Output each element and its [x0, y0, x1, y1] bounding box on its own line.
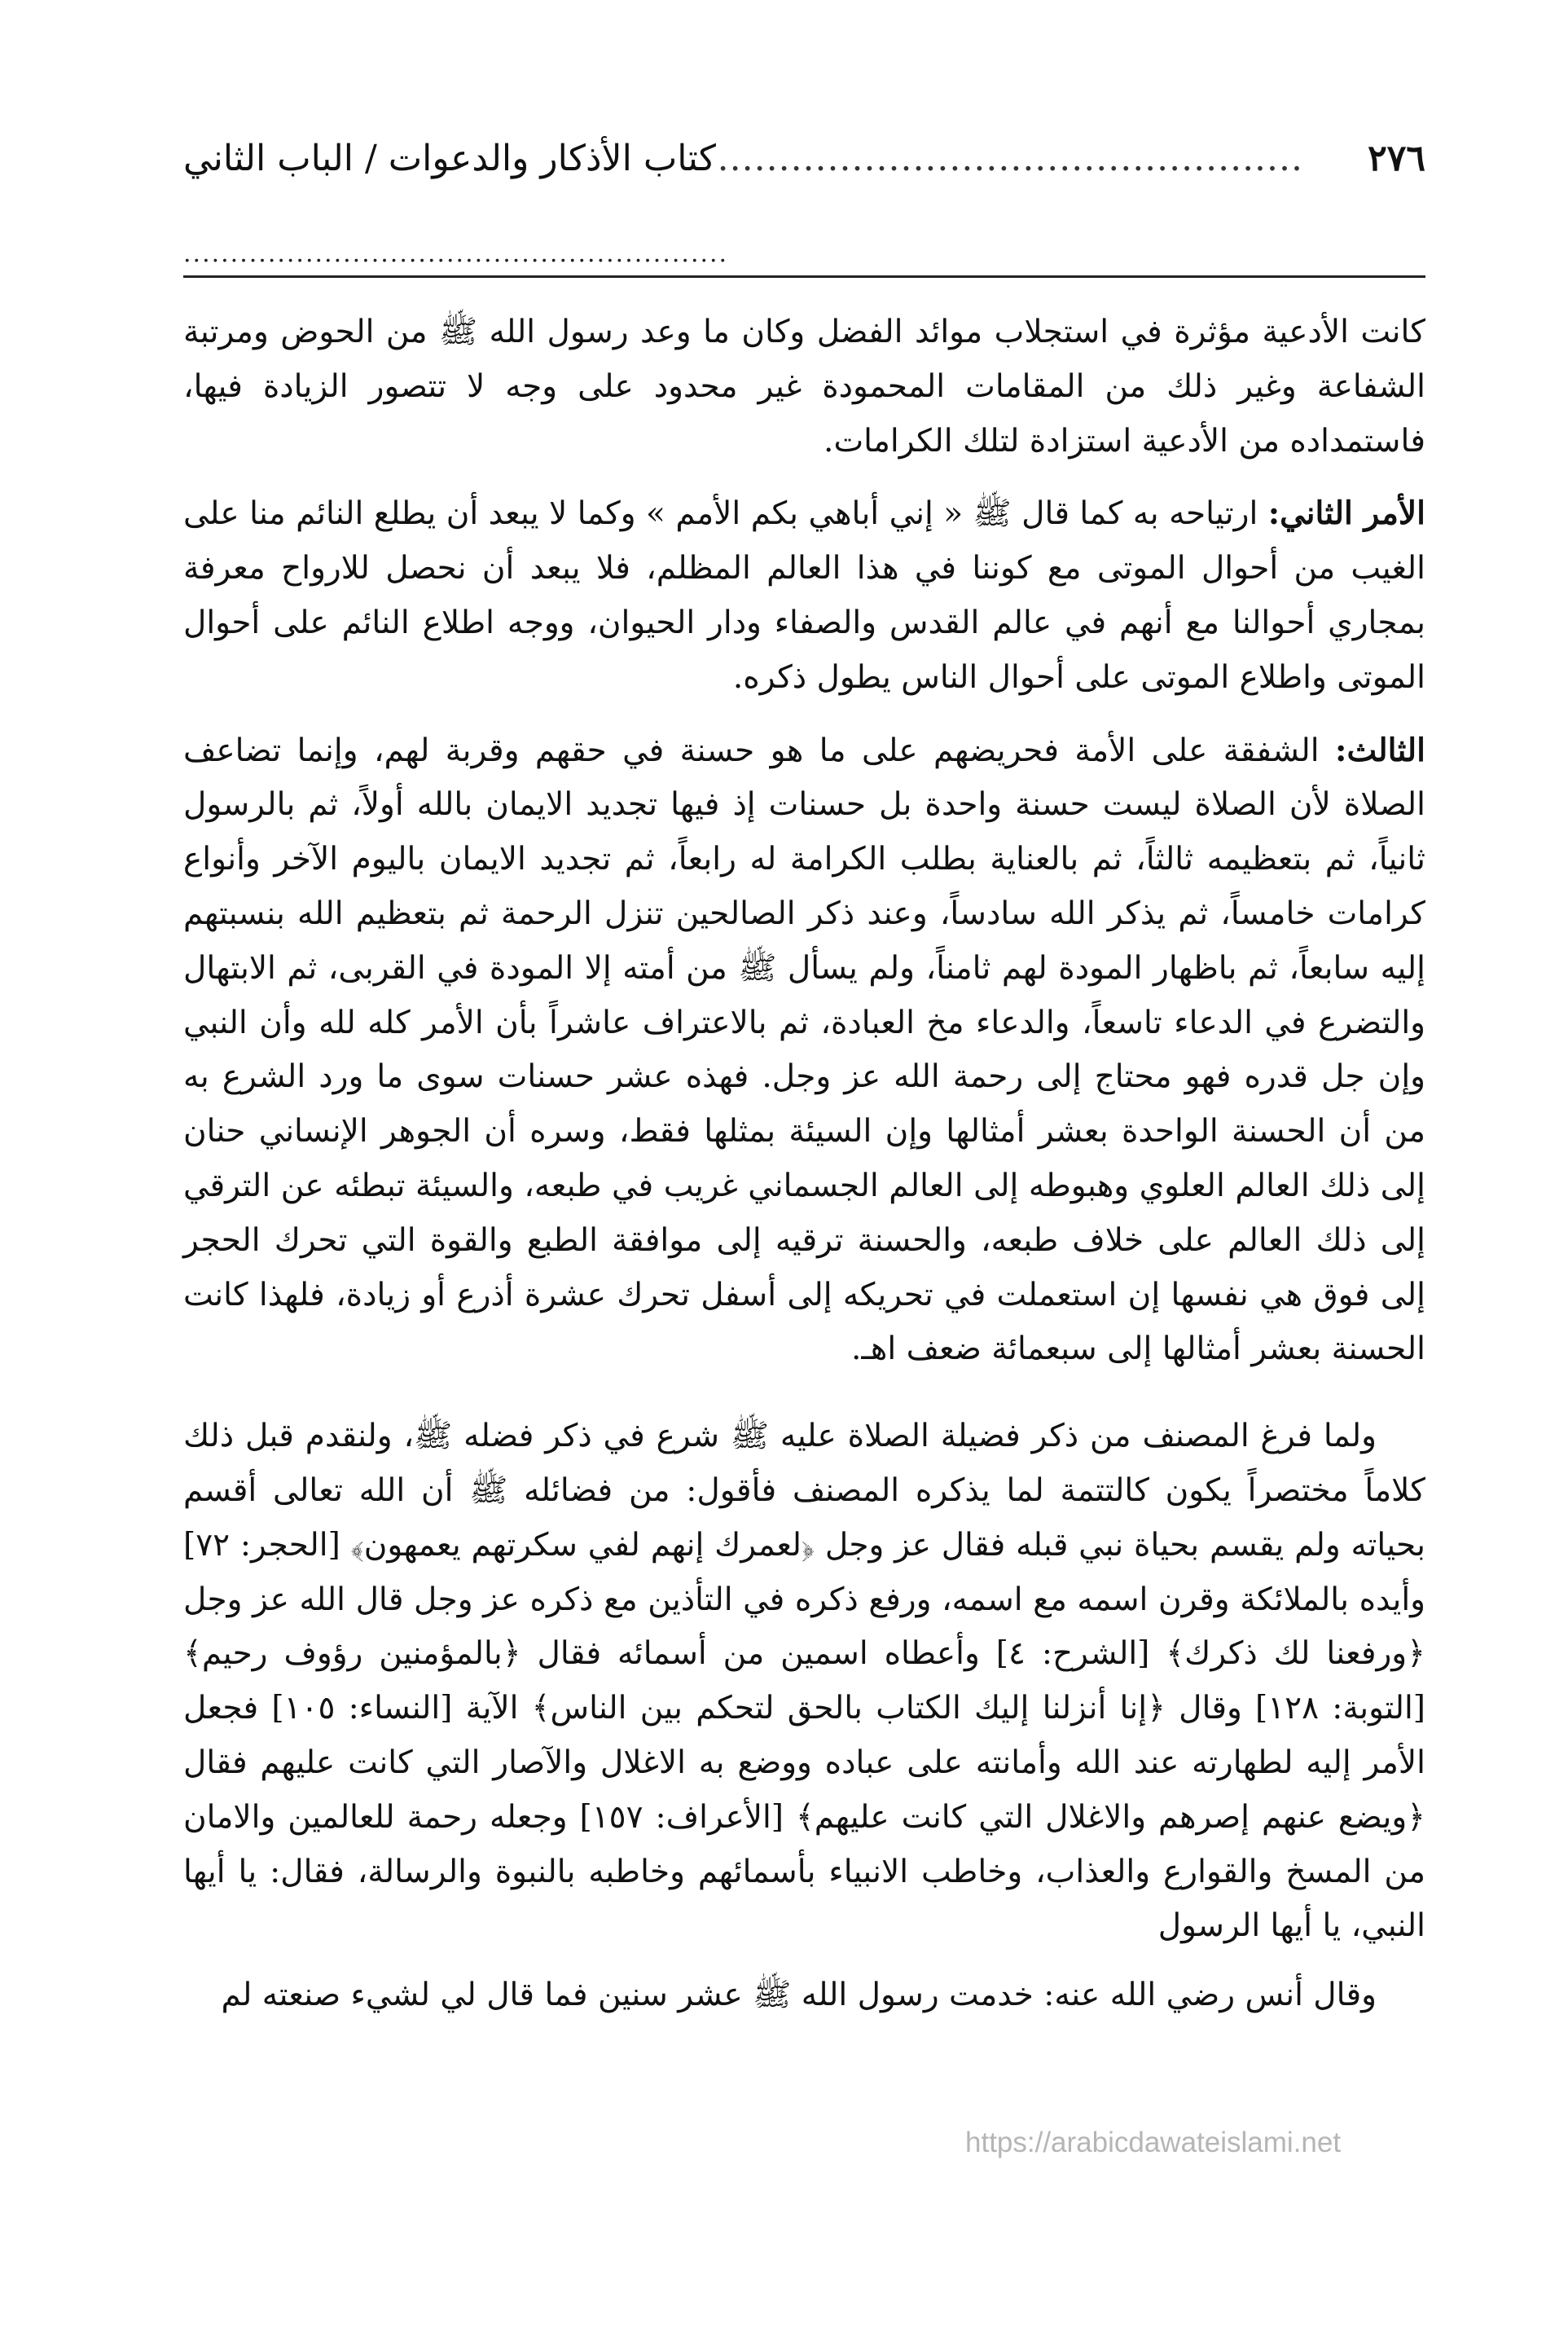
watermark-url: https://arabicdawateislami.net	[965, 2127, 1342, 2158]
paragraph-2-heading: الأمر الثاني:	[1267, 495, 1425, 533]
separator-dots: ..........................................................	[183, 240, 729, 268]
header-leader-dots: ................................................	[717, 138, 1303, 179]
paragraph-2-text: ارتياحه به كما قال ﷺ « إني أباهي بكم الأمم » وكما لا يبعد أن يطلع النائم منا على الغيب من أحوال الموتى مع كوننا في هذا العالم المظلم، فلا يبعد أن نحصل للارواح معرفة بمجاري أحوالنا مع أنهم في عالم القدس والصفاء ودار الحيوان، ووجه اطلاع النائم على أحوال الموتى واطلاع الموتى على أحوال الناس يطول ذكره.	[183, 495, 1425, 696]
main-text	[183, 306, 1425, 2023]
page-number: ٢٧٦	[1368, 138, 1425, 179]
header-rule	[183, 275, 1425, 278]
paragraph-3-heading: الثالث:	[1335, 731, 1425, 769]
paragraph-4: ولما فرغ المصنف من ذكر فضيلة الصلاة عليه ﷺ شرع في ذكر فضله ﷺ، ولنقدم قبل ذلك كلاماً مختصراً يكون كالتتمة لما يذكره المصنف فأقول: من فضائله ﷺ أن الله تعالى أقسم بحياته ولم يقسم بحياة نبي قبله فقال عز وجل ﴿لعمرك إنهم لفي سكرتهم يعمهون﴾ [الحجر: ٧٢] وأيده بالملائكة وقرن اسمه مع اسمه، ورفع ذكره في التأذين مع ذكره عز وجل قال الله عز وجل ﴿ورفعنا لك ذكرك﴾ [الشرح: ٤] وأعطاه اسمين من أسمائه فقال ﴿بالمؤمنين رؤوف رحيم﴾ [التوبة: ١٢٨] وقال ﴿إنا أنزلنا إليك الكتاب بالحق لتحكم بين الناس﴾ الآية [النساء: ١٠٥] فجعل الأمر إليه لطهارته عند الله وأمانته على عباده ووضع به الاغلال والآصار التي كانت عليهم فقال ﴿ويضع عنهم إصرهم والاغلال التي كانت عليهم﴾ [الأعراف: ١٥٧] وجعله رحمة للعالمين والامان من المسخ والقوارع والعذاب، وخاطب الانبياء بأسمائهم وخاطبه بالنبوة والرسالة، فقال: يا أيها النبي، يا أيها الرسول	[183, 1418, 1426, 1945]
paragraph-3	[183, 724, 1425, 1378]
paragraph-2	[183, 486, 1425, 705]
running-header	[183, 130, 1425, 187]
paragraph-1: كانت الأدعية مؤثرة في استجلاب موائد الفضل وكان ما وعد رسول الله ﷺ من الحوض ومرتبة الشفاعة وغير ذلك من المقامات المحمودة غير محدود على وجه لا تتصور الزيادة فيها، فاستمداده من الأدعية استزادة لتلك الكرامات.	[183, 314, 1425, 460]
paragraph-3-text: الشفقة على الأمة فحريضهم على ما هو حسنة في حقهم وقربة لهم، وإنما تضاعف الصلاة لأن الصلاة ليست حسنة واحدة بل حسنات إذ فيها تجديد الايمان بالله أولاً، ثم بالرسول ثانياً، ثم بتعظيمه ثالثاً، ثم بالعناية بطلب الكرامة له رابعاً، ثم تجديد الايمان باليوم الآخر وأنواع كرامات خامساً، ثم يذكر الله سادساً، وعند ذكر الصالحين تنزل الرحمة ثم بتعظيم الله بنسبتهم إليه سابعاً، ثم باظهار المودة لهم ثامناً، ولم يسأل ﷺ من أمته إلا المودة في القربى، ثم الابتهال والتضرع في الدعاء تاسعاً، والدعاء مخ العبادة، ثم بالاعتراف عاشراً بأن الأمر كله لله وأن النبي وإن جل قدره فهو محتاج إلى رحمة الله عز وجل. فهذه عشر حسنات سوى ما ورد الشرع به من أن الحسنة الواحدة بعشر أمثالها وإن السيئة بمثلها فقط، وسره أن الجوهر الإنساني حنان إلى ذلك العالم العلوي وهبوطه إلى العالم الجسماني غريب في طبعه، والسيئة تبطئه عن الترقي إلى ذلك العالم على خلاف طبعه، والحسنة ترقيه إلى موافقة الطبع والقوة التي تحرك الحجر إلى فوق هي نفسها إن استعملت في تحريكه إلى أسفل تحرك عشرة أذرع أو زيادة، فلهذا كانت الحسنة بعشر أمثالها إلى سبعمائة ضعف اهـ.	[183, 732, 1425, 1368]
chapter-title: كتاب الأذكار والدعوات / الباب الثاني	[183, 138, 716, 179]
paragraph-5: وقال أنس رضي الله عنه: خدمت رسول الله ﷺ عشر سنين فما قال لي لشيء صنعته لم	[221, 1977, 1377, 2014]
